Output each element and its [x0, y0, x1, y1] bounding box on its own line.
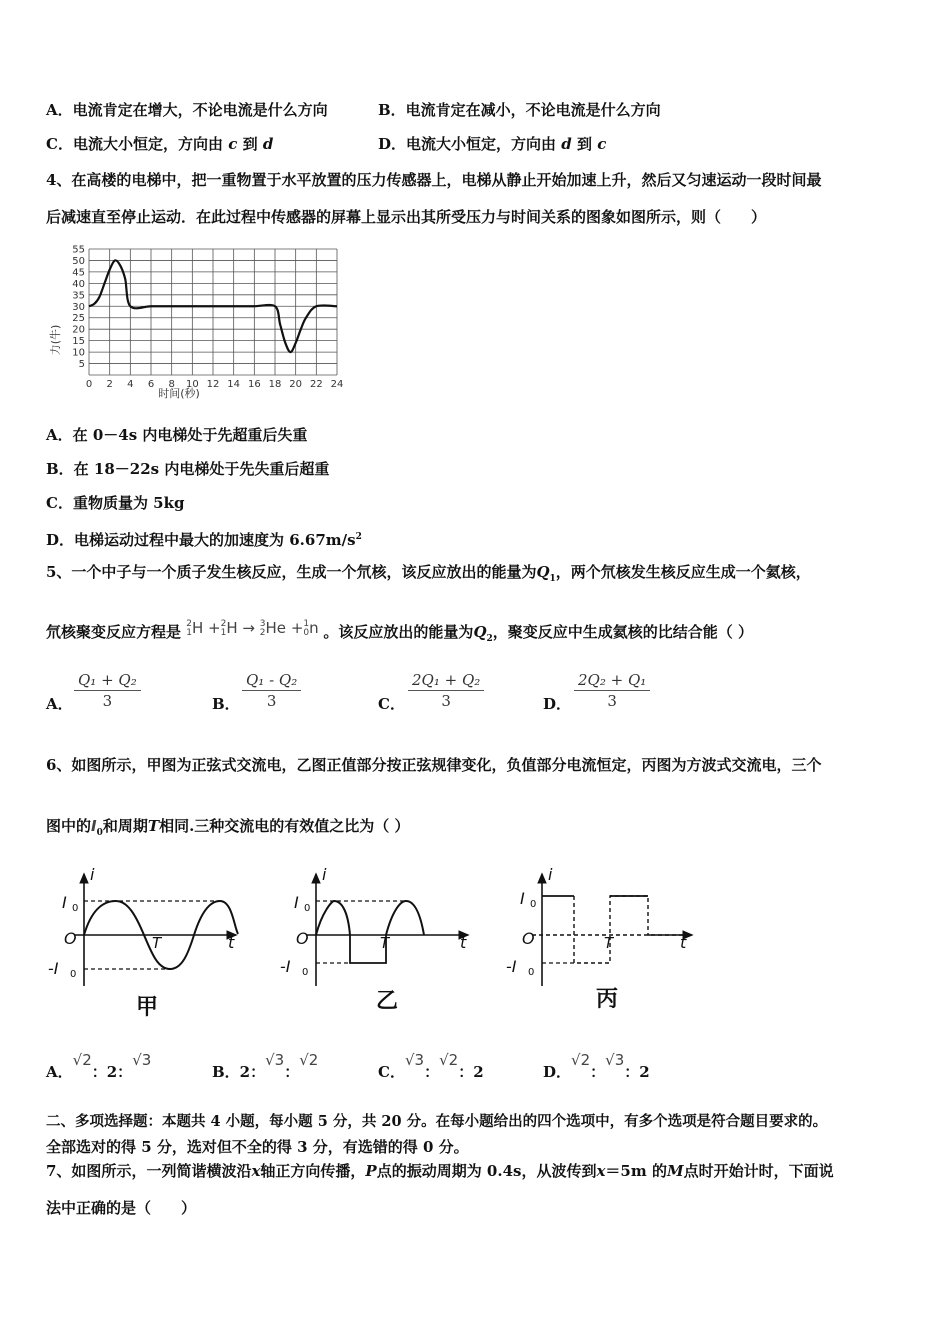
- eq-h2: H: [226, 619, 238, 637]
- q5-b-den: 3: [266, 692, 277, 710]
- y-tick-label: 30: [72, 301, 85, 313]
- q6-c-part3: ：2: [458, 1063, 484, 1081]
- q6-l2-a: 图中的: [46, 817, 92, 835]
- x-tick-label: 10: [185, 379, 199, 390]
- graph-i0-label: I: [294, 893, 299, 912]
- q6-c-label: C．: [378, 1063, 405, 1081]
- x-tick-label: 12: [206, 379, 220, 390]
- graph-i0-label: I: [520, 889, 525, 908]
- y-tick-label: 20: [72, 324, 85, 336]
- graph-t-label: t: [460, 933, 467, 952]
- y-tick-label: 35: [72, 290, 85, 302]
- q3-c-var2: d: [262, 135, 274, 153]
- q6-option-a: [46, 1051, 152, 1082]
- eq-n: n: [309, 619, 319, 637]
- q6-a-part0: √2: [72, 1051, 92, 1069]
- q5-l2-c: ，聚变反应中生成氦核的比结合能（ ）: [492, 623, 754, 641]
- chart-grid: [89, 249, 337, 375]
- graph-i0-sub: 0: [72, 903, 79, 914]
- eq-plus2: +: [290, 619, 304, 637]
- q6-option-d: [543, 1051, 650, 1082]
- graph-neg-i0-label: -I: [280, 957, 291, 976]
- q7-stem-line2: 法中正确的是（ ）: [46, 1199, 197, 1217]
- eq-h: H: [191, 619, 204, 637]
- q6-b-part1: ：: [284, 1063, 300, 1081]
- q5-l2-a: 氘核聚变反应方程是: [46, 623, 182, 641]
- q4-d-text: D．电梯运动过程中最大的加速度为 6.67m/s: [46, 531, 356, 549]
- eq-arrow: →: [242, 619, 255, 637]
- x-tick-label: 6: [147, 379, 155, 390]
- q4-stem-line1: 4、在高楼的电梯中，把一重物置于水平放置的压力传感器上，电梯从静止开始加速上升，然后又匀速运动一段时间最: [46, 171, 822, 189]
- y-tick-label: 10: [72, 347, 85, 359]
- q6-b-label: B．2：: [212, 1063, 266, 1081]
- force-time-chart: [46, 240, 356, 402]
- q4-option-b: B．在 18－22s 内电梯处于先失重后超重: [46, 460, 330, 478]
- graph-t-label: t: [228, 933, 235, 952]
- x-tick-label: 4: [127, 379, 134, 390]
- eq-n-top: 1: [303, 618, 310, 629]
- eq-he-bot: 2: [259, 627, 266, 638]
- y-tick-label: 50: [72, 255, 85, 267]
- x-tick-label: 14: [227, 379, 241, 390]
- q4-option-a: A．在 0－4s 内电梯处于先超重后失重: [46, 426, 308, 444]
- y-tick-label: 45: [72, 267, 85, 279]
- graph-i-label: i: [90, 868, 95, 884]
- q5-option-d-fraction: [574, 670, 650, 711]
- x-tick-label: 22: [309, 379, 323, 390]
- q3-c-prefix: C．电流大小恒定，方向由: [46, 135, 223, 153]
- square-wave-dashed: [574, 896, 648, 963]
- q6-a-part1: ：2：: [91, 1063, 133, 1081]
- ac-graph-yi: [276, 868, 476, 1024]
- eq-he-top: 3: [259, 618, 266, 629]
- x-tick-label: 0: [85, 379, 93, 390]
- graph-neg-i0-sub: 0: [528, 967, 535, 978]
- q5-a-den: 3: [102, 692, 113, 710]
- q5-d-den: 3: [607, 692, 617, 710]
- q5-c-den: 3: [441, 692, 451, 710]
- q4-d-sup: 2: [355, 532, 362, 542]
- half-sine-2: [386, 901, 424, 935]
- q3-option-d: [378, 134, 606, 154]
- eq-h2-top: 2: [220, 618, 227, 629]
- y-tick-label: 25: [72, 313, 85, 325]
- ac-graph-jia: [44, 868, 244, 1024]
- q3-c-mid: 到: [242, 135, 258, 153]
- section2-line2: 全部选对的得 5 分，选对但不全的得 3 分，有选错的得 0 分。: [46, 1138, 469, 1156]
- q6-a-part2: √3: [132, 1051, 152, 1069]
- x-tick-label: 8: [168, 379, 175, 390]
- graph-neg-i0-sub: 0: [302, 967, 309, 978]
- q6-c-part1: ：: [424, 1063, 440, 1081]
- q3-d-var2: c: [597, 135, 607, 153]
- q5-l1-qsub: 1: [549, 574, 556, 584]
- chart-y-label: 力(牛): [49, 324, 62, 356]
- q3-option-c: [46, 134, 273, 154]
- chart-x-ticks: [86, 379, 344, 390]
- eq-h-top: 2: [186, 618, 192, 629]
- q6-d-part0: √2: [571, 1051, 591, 1069]
- q6-c-part0: √3: [404, 1051, 425, 1069]
- q5-l1-b: ，两个氘核发生核反应生成一个氦核，: [555, 563, 811, 581]
- graph-i-label: i: [322, 868, 327, 884]
- q5-l1-q: Q: [536, 563, 550, 581]
- graph-origin: O: [522, 929, 535, 948]
- x-tick-label: 24: [330, 379, 344, 390]
- q7-l1-d: ＝5m 的: [605, 1162, 667, 1180]
- q6-b-part2: √2: [299, 1051, 319, 1069]
- q5-b-num: Q₁ - Q₂: [242, 670, 301, 691]
- q7-l1-p: P: [365, 1162, 377, 1180]
- eq-n-bot: 0: [303, 627, 310, 638]
- y-tick-label: 55: [72, 244, 85, 256]
- q5-option-b-fraction: [242, 670, 301, 711]
- q6-d-part3: ：2: [624, 1063, 650, 1081]
- q3-option-b: B．电流肯定在减小，不论电流是什么方向: [378, 101, 661, 119]
- q7-stem-line1: [46, 1161, 834, 1181]
- q5-l1-a: 5、一个中子与一个质子发生核反应，生成一个氘核，该反应放出的能量为: [46, 563, 537, 581]
- q6-a-label: A．: [46, 1063, 73, 1081]
- graph-caption-bing: 丙: [596, 987, 619, 1012]
- section2-line1: 二、多项选择题：本题共 4 小题，每小题 5 分，共 20 分。在每小题给出的四个选项中，有多个选项是符合题目要求的。: [46, 1113, 828, 1130]
- x-tick-label: 2: [106, 379, 113, 390]
- q5-a-num: Q₁ + Q₂: [74, 670, 141, 691]
- x-tick-label: 18: [268, 379, 282, 390]
- q7-l1-c: 点的振动周期为 0.4s，从波传到: [376, 1162, 597, 1180]
- q5-l2-qsub: 2: [486, 634, 493, 644]
- q6-b-part0: √3: [265, 1051, 285, 1069]
- graph-neg-i0-label: -I: [506, 957, 517, 976]
- q5-stem-line1: [46, 562, 811, 589]
- graph-i0-sub: 0: [530, 899, 537, 910]
- q6-option-c: [378, 1051, 484, 1082]
- graph-t-label: t: [680, 933, 687, 952]
- y-tick-label: 15: [72, 336, 85, 348]
- q7-l1-m: M: [666, 1162, 684, 1180]
- graph-i-label: i: [548, 868, 553, 884]
- q5-l2-b: 。该反应放出的能量为: [323, 623, 474, 641]
- q5-option-c-label: C．: [378, 695, 405, 713]
- q3-d-var1: d: [561, 135, 572, 153]
- q6-d-part1: ：: [590, 1063, 606, 1081]
- q4-option-c: C．重物质量为 5kg: [46, 494, 185, 512]
- half-sine-1: [316, 901, 350, 935]
- q5-option-a-label: A．: [46, 695, 73, 713]
- eq-h2-bot: 1: [220, 627, 227, 638]
- q7-l1-b: 轴正方向传播，: [260, 1162, 366, 1180]
- y-tick-label: 40: [72, 278, 85, 290]
- q6-stem-line1: 6、如图所示，甲图为正弦式交流电，乙图正值部分按正弦规律变化，负值部分电流恒定，丙图为方波式交流电，三个: [46, 756, 822, 774]
- eq-plus: +: [208, 619, 221, 637]
- q3-d-prefix: D．电流大小恒定，方向由: [378, 135, 557, 153]
- graph-caption-jia: 甲: [136, 995, 159, 1020]
- q5-option-b-label: B．: [212, 695, 240, 713]
- q6-option-b: [212, 1051, 319, 1082]
- q6-d-label: D．: [543, 1063, 572, 1081]
- q4-option-d: [46, 527, 362, 550]
- x-tick-label: 20: [289, 379, 303, 390]
- q3-option-a: A．电流肯定在增大，不论电流是什么方向: [46, 101, 328, 119]
- graph-origin: O: [296, 929, 309, 948]
- fusion-equation: [186, 619, 323, 637]
- q5-option-d-label: D．: [543, 695, 572, 713]
- q3-d-mid: 到: [576, 135, 592, 153]
- q4-stem-line2: 后减速直至停止运动．在此过程中传感器的屏幕上显示出其所受压力与时间关系的图象如图所示，则（ ）: [46, 208, 767, 226]
- q6-l2-t: T: [147, 817, 160, 835]
- graph-period-label: T: [380, 934, 390, 952]
- graph-origin: O: [64, 929, 77, 948]
- q7-l1-x: x: [251, 1162, 261, 1180]
- q7-l1-x2: x: [596, 1162, 606, 1180]
- eq-he: He: [265, 619, 287, 637]
- graph-neg-i0-sub: 0: [70, 969, 77, 980]
- graph-neg-i0-label: -I: [48, 959, 59, 978]
- eq-h-bot: 1: [186, 627, 192, 638]
- q6-l2-i: I: [91, 817, 97, 835]
- graph-period-label: T: [604, 934, 614, 952]
- q5-d-num: 2Q₂ + Q₁: [574, 670, 650, 691]
- chart-y-ticks: [72, 245, 85, 371]
- q5-option-a-fraction: [74, 670, 141, 711]
- q6-l2-b: 和周期: [102, 817, 148, 835]
- q7-l1-e: 点时开始计时，下面说: [683, 1162, 834, 1180]
- q6-d-part2: √3: [605, 1051, 625, 1069]
- q7-l1-a: 7、如图所示，一列简谐横波沿: [46, 1162, 252, 1180]
- q3-c-var1: c: [228, 135, 238, 153]
- graph-i0-label: I: [62, 893, 67, 912]
- q5-option-c-fraction: [408, 670, 484, 711]
- q6-l2-c: 相同.三种交流电的有效值之比为（ ）: [159, 817, 410, 835]
- chart-x-label: 时间(秒): [158, 387, 200, 400]
- y-tick-label: 5: [78, 359, 85, 371]
- q6-c-part2: √2: [439, 1051, 459, 1069]
- x-tick-label: 16: [247, 379, 261, 390]
- graph-i0-sub: 0: [304, 903, 311, 914]
- q5-stem-line2: [46, 618, 754, 649]
- q6-stem-line2: [46, 816, 410, 843]
- graph-caption-yi: 乙: [376, 989, 399, 1014]
- q6-l2-isub: 0: [96, 828, 103, 838]
- q5-c-num: 2Q₁ + Q₂: [408, 670, 484, 691]
- graph-period-label: T: [152, 934, 162, 952]
- q5-l2-q: Q: [473, 623, 487, 641]
- ac-graph-bing: [498, 868, 698, 1024]
